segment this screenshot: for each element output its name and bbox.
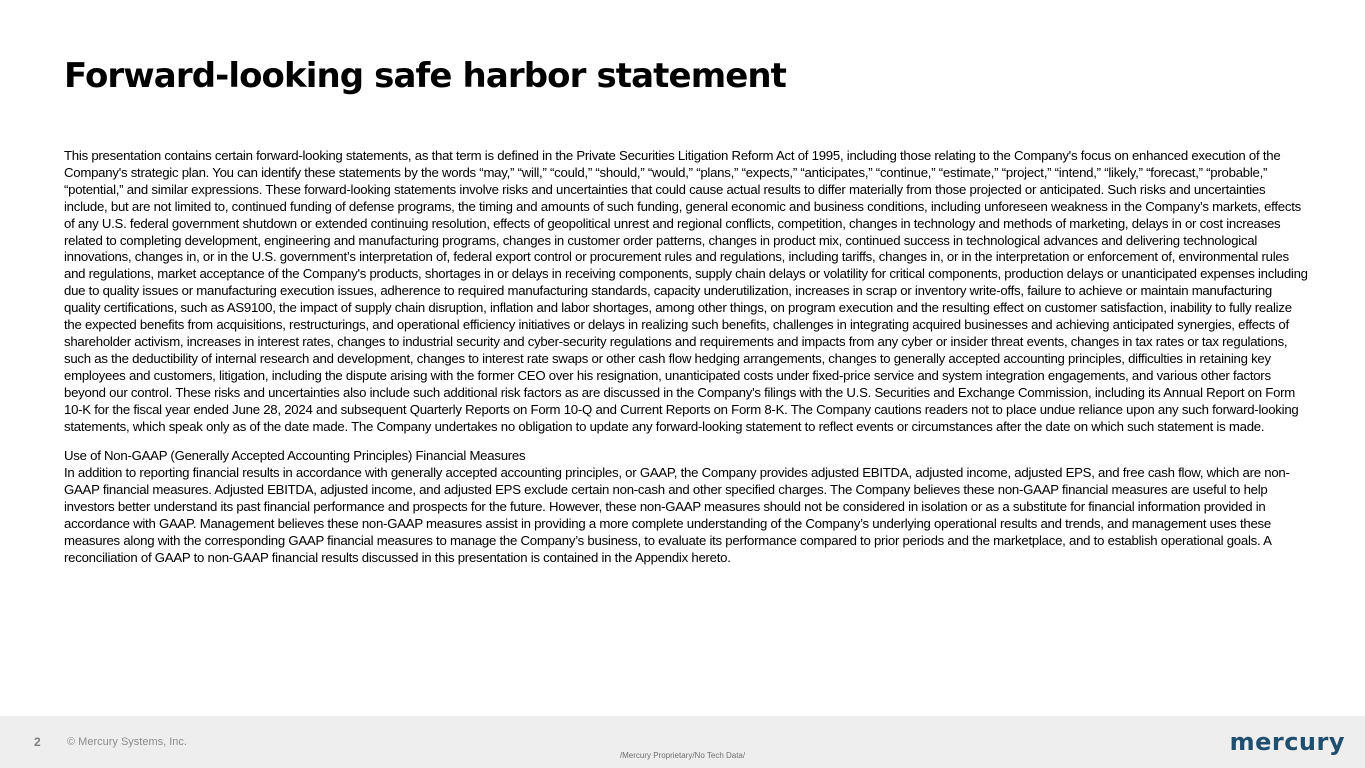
non-gaap-paragraph: In addition to reporting financial results in accordance with generally accepted accounting principles, or GAAP, the Company provides adjusted EBITDA, adjusted income, adjusted EPS, and free cash flow, which are non-GAAP financial measures. Adjusted EBITDA, adjusted income, and adjusted EPS exclude certain non-cash and other specified charges. The Company believes these non-GAAP financial measures are useful to help investors better understand its past financial performance and prospects for the future. However, these non-GAAP measures should not be considered in isolation or as a substitute for financial information provided in accordance with GAAP. Management believes these non-GAAP measures assist in providing a more complete understanding of the Company’s underlying operational results and trends, and management uses these measures along with the corresponding GAAP financial measures to manage the Company’s business, to evaluate its performance compared to prior periods and the marketplace, and to establish operational goals. A reconciliation of GAAP to non-GAAP financial results discussed in this presentation is contained in the Appendix hereto. <box>64 465 1290 565</box>
non-gaap-heading: Use of Non-GAAP (Generally Accepted Accounting Principles) Financial Measures <box>64 448 526 464</box>
mercury-logo-wordmark: mercury <box>1229 728 1345 756</box>
copyright-notice: © Mercury Systems, Inc. <box>67 736 187 748</box>
slide-title: Forward-looking safe harbor statement <box>64 56 787 96</box>
classification-label: /Mercury Proprietary/No Tech Data/ <box>619 751 746 760</box>
page-number: 2 <box>34 735 41 749</box>
slide-footer <box>0 716 1365 768</box>
safe-harbor-paragraph: This presentation contains certain forward-looking statements, as that term is defined in the Private Securities Litigation Reform Act of 1995, including those relating to the Company's focus on enhanced execution of the Company's strategic plan. You can identify these statements by the words “may,” “will,” “could,” “should,” “would,” “plans,” “expects,” “anticipates,” “continue,” “estimate,” “project,” “intend,” “likely,” “forecast,” “probable,” “potential,” and similar expressions. These forward-looking statements involve risks and uncertainties that could cause actual results to differ materially from those projected or anticipated. Such risks and uncertainties include, but are not limited to, continued funding of defense programs, the timing and amounts of such funding, general economic and business conditions, including unforeseen weakness in the Company’s markets, effects of any U.S. federal government shutdown or extended continuing resolution, effects of geopolitical unrest and regional conflicts, competition, changes in technology and methods of marketing, delays in or cost increases related to completing development, engineering and manufacturing programs, changes in customer order patterns, changes in product mix, continued success in technological advances and delivering technological innovations, changes in, or in the U.S. government’s interpretation of, federal export control or procurement rules and regulations, including tariffs, changes in, or in the interpretation or enforcement of, environmental rules and regulations, market acceptance of the Company's products, shortages in or delays in receiving components, supply chain delays or volatility for critical components, production delays or unanticipated expenses including due to quality issues or manufacturing execution issues, adherence to required manufacturing standards, capacity underutilization, increases in scrap or inventory write-offs, failure to achieve or maintain manufacturing quality certifications, such as AS9100, the impact of supply chain disruption, inflation and labor shortages, among other things, on program execution and the resulting effect on customer satisfaction, inability to fully realize the expected benefits from acquisitions, restructurings, and operational efficiency initiatives or delays in realizing such benefits, challenges in integrating acquired businesses and achieving anticipated synergies, effects of shareholder activism, increases in interest rates, changes to industrial security and cyber-security regulations and requirements and impacts from any cyber or insider threat events, changes in tax rates or tax regulations, such as the deductibility of internal research and development, changes to interest rate swaps or other cash flow hedging arrangements, changes to generally accepted accounting principles, difficulties in retaining key employees and customers, litigation, including the dispute arising with the former CEO over his resignation, unanticipated costs under fixed-price service and system integration engagements, and various other factors beyond our control. These risks and uncertainties also include such additional risk factors as are discussed in the Company's filings with the U.S. Securities and Exchange Commission, including its Annual Report on Form 10-K for the fiscal year ended June 28, 2024 and subsequent Quarterly Reports on Form 10-Q and Current Reports on Form 8-K. The Company cautions readers not to place undue reliance upon any such forward-looking statements, which speak only as of the date made. The Company undertakes no obligation to update any forward-looking statement to reflect events or circumstances after the date on which such statement is made. <box>64 148 1308 434</box>
mercury-logo <box>1230 726 1345 758</box>
slide-body <box>64 148 1308 567</box>
